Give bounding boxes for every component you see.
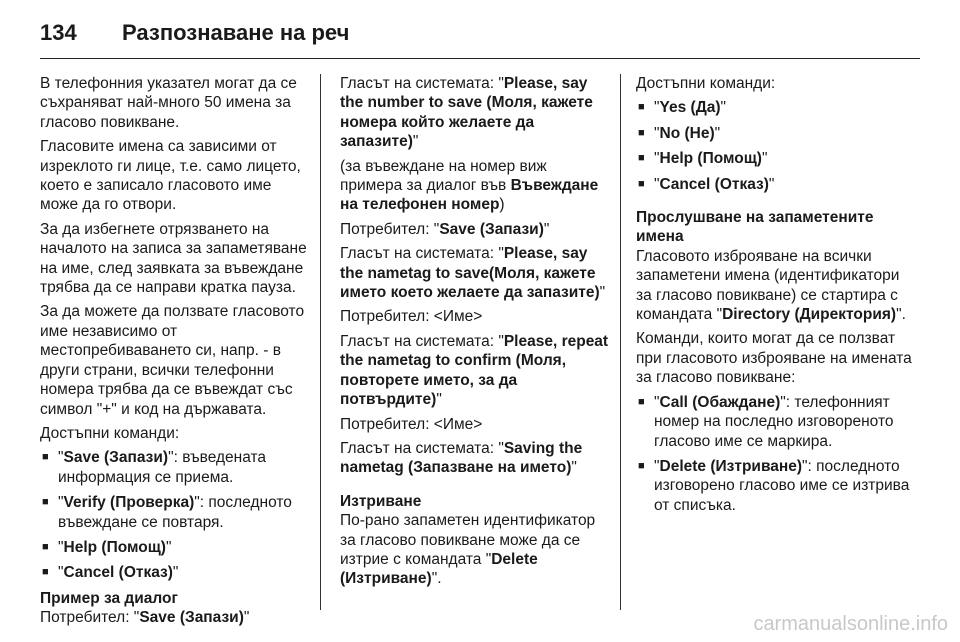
dialog-line: Гласът на системата: "Please, say the nametag to save(Моля, кажете името което желаете да запазите)" bbox=[340, 245, 606, 302]
paragraph: Гласовото изброяване на всички запаметени имена (идентификатори за гласово повикване) се стартира с командата "Directory (Директория)". bbox=[636, 247, 906, 324]
dialog-line: Потребител: "Save (Запази)" bbox=[40, 609, 250, 627]
page-title: Разпознаване на реч bbox=[122, 20, 350, 45]
list-item: ■ "Call (Обаждане)": телефонният номер на последно изговореното гласово име се маркира. bbox=[636, 393, 916, 451]
list-item: ■ "Yes (Да)" bbox=[636, 98, 916, 117]
paragraph: Гласовите имена са зависими от изреклото ги лице, т.е. само лицето, което е записало гласовото име може да го отвори. bbox=[40, 138, 301, 214]
list-item: ■ "Cancel (Отказ)" bbox=[636, 175, 916, 194]
section-heading: Прослушване на запаметените имена bbox=[636, 209, 874, 246]
column-3 bbox=[636, 74, 916, 521]
list-item: ■ "No (Не)" bbox=[636, 124, 916, 143]
paragraph: В телефонния указател могат да се съхраняват най-много 50 имена за гласово повикване. bbox=[40, 75, 297, 131]
dialog-line: Гласът на системата: "Please, say the number to save (Моля, кажете номера който желаете да запазите)" bbox=[340, 75, 593, 151]
paragraph: Команди, които могат да се ползват при гласовото изброяване на имената за гласово повикване: bbox=[636, 330, 912, 387]
dialog-line: Потребител: <Име> bbox=[340, 415, 483, 433]
dialog-note: (за въвеждане на номер виж примера за диалог във Въвеждане на телефонен номер) bbox=[340, 157, 599, 214]
commands-intro: Достъпни команди: bbox=[40, 424, 180, 442]
list-item: ■ "Save (Запази)": въведената информация се приема. bbox=[40, 448, 310, 487]
column-divider bbox=[620, 74, 621, 610]
column-2 bbox=[340, 74, 612, 594]
paragraph: По-рано запаметен идентификатор за гласово повикване може да се изтрие с командата "Delete (Изтриване)". bbox=[340, 512, 596, 588]
commands-list bbox=[636, 98, 916, 194]
paragraph: За да избегнете отрязването на началото на записа за запаметяване на име, след заявката за въвеждане трябва да се направи кратка пауза. bbox=[40, 220, 307, 297]
list-item: ■ "Delete (Изтриване)": последното изговорено гласово име се изтрива от списъка. bbox=[636, 457, 916, 515]
list-item: ■ "Help (Помощ)" bbox=[636, 149, 916, 168]
column-1 bbox=[40, 74, 310, 633]
list-item: ■ "Verify (Проверка)": последното въвеждане се повтаря. bbox=[40, 493, 310, 532]
section-heading: Изтриване bbox=[340, 492, 422, 510]
paragraph: За да можете да ползвате гласовото име независимо от местопребиваването си, напр. - в други страни, всички телефонни номера трябва да се въвеждат със символ "+" и код на държавата. bbox=[40, 303, 305, 418]
header-divider bbox=[40, 58, 920, 59]
page-number: 134 bbox=[40, 20, 77, 45]
watermark: carmanualsonline.info bbox=[753, 613, 948, 635]
dialog-line: Гласът на системата: "Please, repeat the nametag to confirm (Моля, повторете името, за да потвърдите)" bbox=[340, 332, 609, 409]
commands-list bbox=[40, 448, 310, 582]
page-header bbox=[40, 14, 920, 54]
commands-list bbox=[636, 393, 916, 515]
commands-intro: Достъпни команди: bbox=[636, 75, 776, 92]
dialog-line: Потребител: "Save (Запази)" bbox=[340, 220, 550, 238]
column-divider bbox=[320, 74, 321, 610]
list-item: ■ "Cancel (Отказ)" bbox=[40, 563, 310, 582]
list-item: ■ "Help (Помощ)" bbox=[40, 538, 310, 557]
section-heading: Пример за диалог bbox=[40, 589, 178, 607]
dialog-line: Гласът на системата: "Saving the nametag (Запазване на името)" bbox=[340, 439, 583, 477]
dialog-line: Потребител: <Име> bbox=[340, 308, 483, 326]
